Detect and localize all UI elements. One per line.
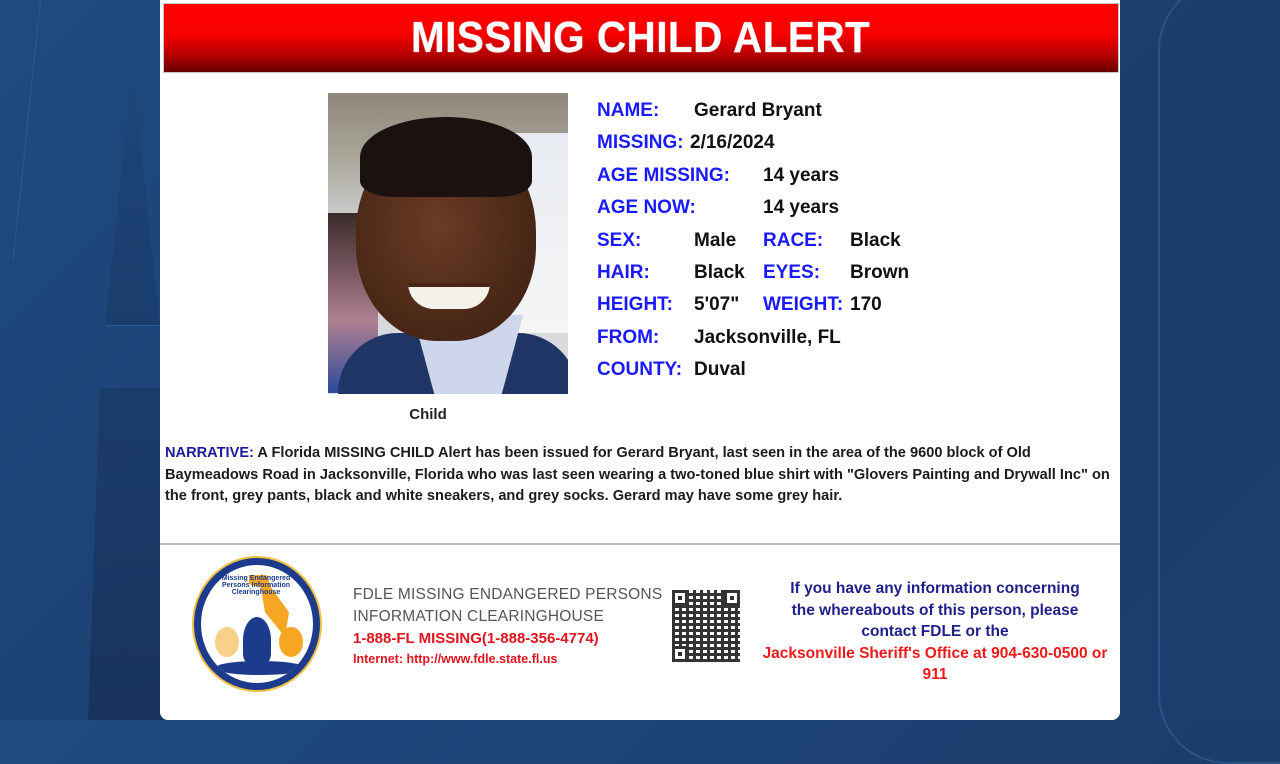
sex-value: Male <box>694 230 737 251</box>
eyes-label: EYES: <box>763 262 821 283</box>
org-name-line1: FDLE MISSING ENDANGERED PERSONS <box>353 586 663 603</box>
from-label: FROM: <box>597 327 660 348</box>
missing-value: 2/16/2024 <box>690 132 775 153</box>
emergency-number: 911 <box>922 666 948 683</box>
contact-line: contact FDLE or the <box>861 623 1009 640</box>
weight-value: 170 <box>850 294 882 315</box>
qr-finder <box>724 590 740 606</box>
fdle-clearinghouse-seal-icon <box>194 558 320 690</box>
age-missing-label: AGE MISSING: <box>597 165 731 186</box>
photo-caption: Child <box>409 406 447 423</box>
name-label: NAME: <box>597 100 660 121</box>
age-now-label: AGE NOW: <box>597 197 696 218</box>
hair-value: Black <box>694 262 745 283</box>
logo-figure-right <box>279 627 303 657</box>
county-value: Duval <box>694 359 746 380</box>
website-link[interactable]: Internet: http://www.fdle.state.fl.us <box>353 652 558 666</box>
qr-code-icon[interactable] <box>672 590 740 662</box>
contact-instructions <box>750 578 1120 686</box>
sheriff-contact: Jacksonville Sheriff's Office at 904-630-0500 or <box>762 644 1108 662</box>
race-label: RACE: <box>763 230 824 251</box>
logo-figure-left <box>215 627 239 657</box>
sex-label: SEX: <box>597 230 642 251</box>
eyes-value: Brown <box>850 262 910 283</box>
contact-line: If you have any information concerning <box>790 580 1080 597</box>
photo-hair <box>360 117 532 197</box>
alert-title: MISSING CHILD ALERT <box>411 13 871 62</box>
logo-figure-center <box>243 617 271 663</box>
hair-label: HAIR: <box>597 262 650 283</box>
contact-line: the whereabouts of this person, please <box>791 601 1079 619</box>
qr-finder <box>672 646 688 662</box>
age-now-value: 14 years <box>763 197 840 218</box>
county-label: COUNTY: <box>597 359 683 380</box>
background-decoration <box>88 388 168 720</box>
photo-smile <box>408 283 490 309</box>
background-decoration <box>0 0 41 260</box>
logo-hand <box>215 661 305 675</box>
org-name-line2: INFORMATION CLEARINGHOUSE <box>353 608 605 625</box>
alert-banner <box>163 3 1119 73</box>
narrative <box>165 443 1115 508</box>
background-decoration <box>105 70 160 326</box>
weight-label: WEIGHT: <box>763 294 844 315</box>
org-info <box>353 584 662 668</box>
logo-text: Missing Endangered Persons Information Clearinghouse <box>221 575 291 596</box>
name-value: Gerard Bryant <box>694 100 822 121</box>
missing-label: MISSING: <box>597 132 684 153</box>
qr-finder <box>672 590 688 606</box>
from-value: Jacksonville, FL <box>694 327 841 348</box>
background-decoration <box>1158 0 1280 764</box>
child-photo <box>328 93 568 394</box>
narrative-label: NARRATIVE: <box>165 445 254 461</box>
height-label: HEIGHT: <box>597 294 673 315</box>
hotline-phone[interactable]: 1-888-FL MISSING(1-888-356-4774) <box>353 630 599 647</box>
age-missing-value: 14 years <box>763 165 840 186</box>
height-value: 5'07" <box>694 294 740 315</box>
narrative-text: A Florida MISSING CHILD Alert has been issued for Gerard Bryant, last seen in the area of the 9600 block of Old Baymeadows Road in Jacksonville, Florida who was last seen wearing a two-toned blue shirt with "Glovers Painting and Drywall Inc" on the front, grey pants, black and white sneakers, and grey socks. Gerard may have some grey hair. <box>165 445 1110 504</box>
section-divider <box>160 543 1120 545</box>
missing-child-alert-flyer <box>160 0 1120 720</box>
race-value: Black <box>850 230 901 251</box>
